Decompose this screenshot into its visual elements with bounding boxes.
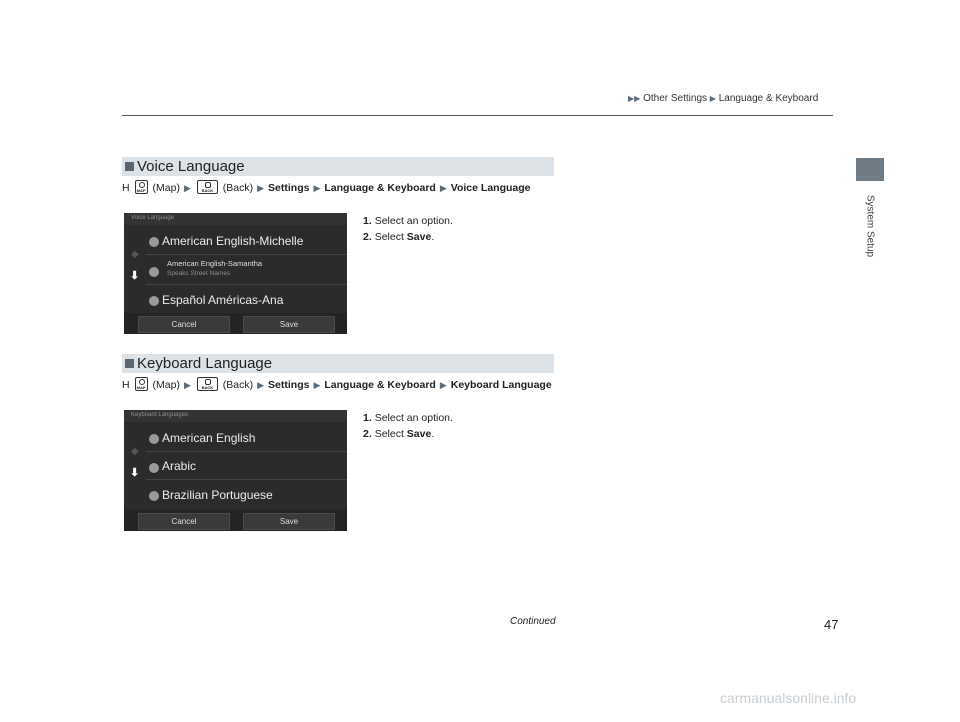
continued-label: Continued [510,616,556,627]
arrow-icon: ▶ [439,183,447,193]
arrow-icon: ▶ [439,380,447,390]
option-list [146,225,347,313]
scroll-up-icon[interactable]: ◆ [131,446,139,457]
screen-title-bar [124,410,347,422]
watermark: carmanualsonline.info [720,690,857,706]
list-item[interactable] [146,285,347,313]
home-icon: H [122,379,130,391]
path-map: (Map) [152,182,180,194]
option-label: Brazilian Portuguese [162,488,273,502]
screen-title-bar [124,213,347,225]
step-save-word: Save [406,428,432,440]
home-icon: H [122,182,130,194]
option-label: Español Américas-Ana [162,293,284,307]
page-number: 47 [824,617,839,632]
list-item[interactable] [146,480,347,510]
side-tab [856,158,884,181]
map-icon: MAP [135,180,148,194]
path-target: Voice Language [450,182,531,194]
section-header-voice [122,157,554,176]
menu-path [122,180,562,195]
step-text: Select an option. [374,412,453,424]
breadcrumb-item[interactable]: Other Settings [643,93,708,104]
arrow-icon: ▶ [257,380,265,390]
save-button[interactable]: Save [243,513,335,530]
header-rule [122,115,833,116]
list-item[interactable] [146,452,347,480]
path-target: Keyboard Language [450,379,552,391]
path-map: (Map) [152,379,180,391]
step-punct: . [431,428,435,440]
radio-icon[interactable] [149,434,159,444]
arrow-icon: ▶ [183,183,191,193]
list-item[interactable] [146,422,347,452]
map-icon: MAP [135,377,148,391]
section-header-keyboard [122,354,554,373]
list-item[interactable] [146,225,347,255]
back-icon: BACK [197,377,218,391]
section-title: Voice Language [137,158,245,175]
radio-icon[interactable] [149,491,159,501]
path-back: (Back) [222,182,254,194]
arrow-icon: ▶ [313,183,321,193]
scroll-down-icon[interactable]: ⬇ [130,467,140,479]
arrow-icon: ▶ [183,380,191,390]
screen-title: Voice Language [131,215,175,221]
path-language-keyboard: Language & Keyboard [324,182,436,194]
scroll-up-icon[interactable]: ◆ [131,249,139,260]
option-label: American English-Samantha [167,259,263,268]
radio-icon[interactable] [149,237,159,247]
step-text: Select an option. [374,215,453,227]
back-icon: BACK [197,180,218,194]
path-language-keyboard: Language & Keyboard [324,379,436,391]
option-label: American English [162,431,256,445]
square-bullet-icon [125,359,134,368]
arrow-icon: ▶ [257,183,265,193]
option-sublabel: Speaks Street Names [167,270,231,277]
steps [363,213,453,245]
square-bullet-icon [125,162,134,171]
voice-language-screen [124,213,347,334]
step-punct: . [431,231,435,243]
side-label: System Setup [864,194,876,258]
option-label: Arabic [162,459,197,473]
section-title: Keyboard Language [137,355,273,372]
cancel-button[interactable]: Cancel [138,513,230,530]
screen-title: Keyboard Languages [131,412,189,418]
arrow-icon: ▶▶ [628,94,641,103]
breadcrumb [628,93,818,104]
button-bar [124,510,347,531]
step-number: 1. [363,215,372,227]
steps [363,410,453,442]
menu-path [122,377,562,392]
step-number: 1. [363,412,372,424]
list-item[interactable] [146,255,347,285]
keyboard-language-screen [124,410,347,531]
step-text: Select [374,231,407,243]
option-list [146,422,347,510]
radio-icon[interactable] [149,267,159,277]
breadcrumb-item[interactable]: Language & Keyboard [718,93,819,104]
button-bar [124,313,347,334]
radio-icon[interactable] [149,296,159,306]
step-number: 2. [363,428,372,440]
step-text: Select [374,428,407,440]
scroll-down-icon[interactable]: ⬇ [130,270,140,282]
option-label: American English-Michelle [162,234,304,248]
step-save-word: Save [406,231,432,243]
path-back: (Back) [222,379,254,391]
arrow-icon: ▶ [709,94,716,103]
step-number: 2. [363,231,372,243]
radio-icon[interactable] [149,463,159,473]
path-settings: Settings [268,182,310,194]
cancel-button[interactable]: Cancel [138,316,230,333]
path-settings: Settings [268,379,310,391]
save-button[interactable]: Save [243,316,335,333]
arrow-icon: ▶ [313,380,321,390]
